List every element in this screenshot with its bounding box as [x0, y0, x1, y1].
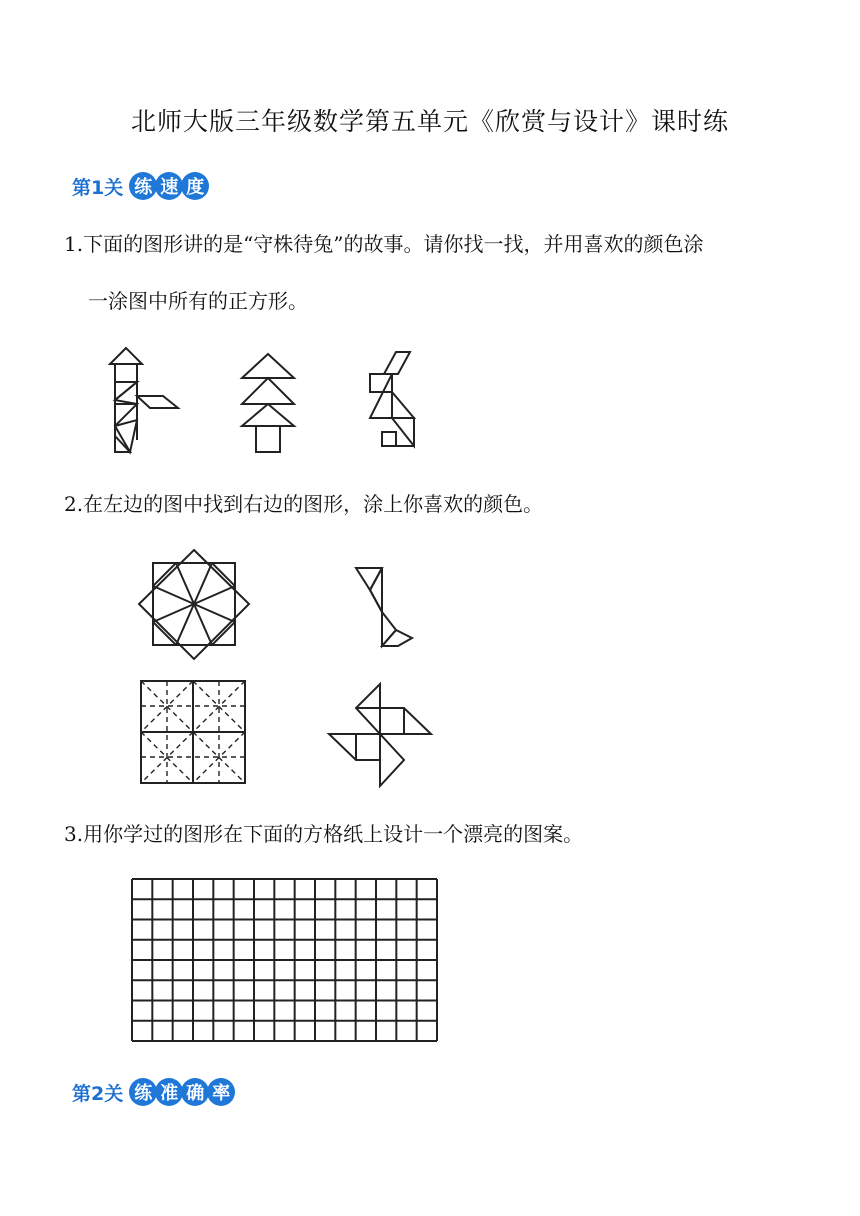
question-1-line-1: 1.下面的图形讲的是“守株待兔”的故事。请你找一找，并用喜欢的颜色涂	[64, 232, 704, 256]
badge: 确	[181, 1078, 209, 1106]
level-2-label: 第2关	[72, 1082, 124, 1105]
badge: 度	[181, 172, 209, 200]
badge: 速	[155, 172, 183, 200]
question-2: 2.在左边的图中找到右边的图形，涂上你喜欢的颜色。	[64, 492, 544, 516]
badge: 练	[129, 1078, 157, 1106]
badge: 准	[155, 1078, 183, 1106]
badge: 率	[207, 1078, 235, 1106]
question-3: 3.用你学过的图形在下面的方格纸上设计一个漂亮的图案。	[64, 822, 584, 846]
badge: 练	[129, 172, 157, 200]
level-1-label: 第1关	[72, 176, 124, 199]
page-title: 北师大版三年级数学第五单元《欣赏与设计》课时练	[130, 107, 729, 136]
question-1-line-2: 一涂图中所有的正方形。	[88, 289, 308, 313]
level-2-header	[72, 1077, 233, 1107]
